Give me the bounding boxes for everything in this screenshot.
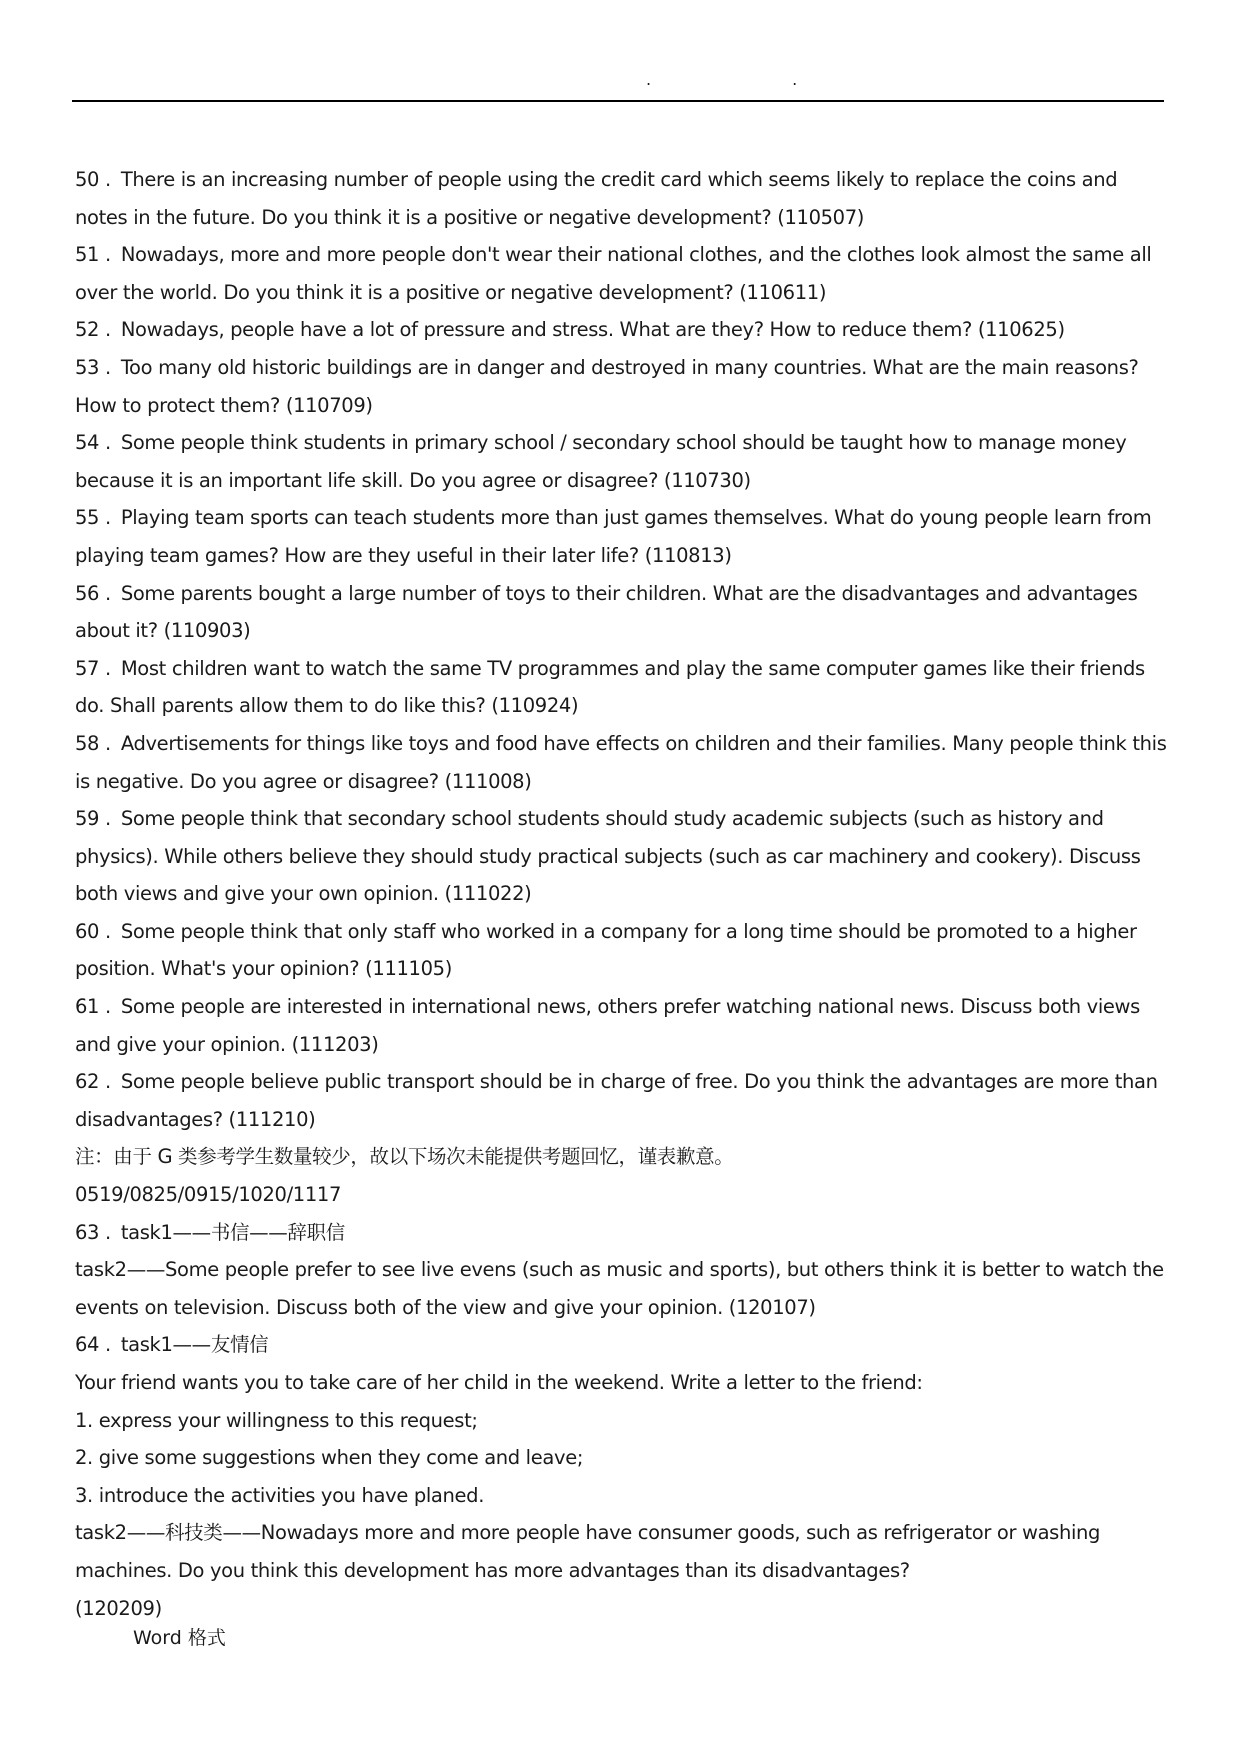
question-number: 55 . <box>75 506 111 530</box>
question-item-63-task2: task2——Some people prefer to see live evens (such as music and sports), but others think it is better to watch the events on television. Discuss both of the view and give your opinion. (120107) <box>75 1258 1164 1319</box>
question-item-63-task1 <box>75 1214 1167 1252</box>
question-number: 54 . <box>75 431 111 455</box>
document-body <box>75 161 1167 1627</box>
question-number: 64 . <box>75 1333 111 1357</box>
question-text: Some people are interested in international news, others prefer watching national news. Discuss both views and give your opinion. (111203) <box>75 995 1140 1056</box>
session-dates: 0519/0825/0915/1020/1117 <box>75 1183 342 1207</box>
question-item-53 <box>75 349 1167 424</box>
question-number: 52 . <box>75 318 111 342</box>
question-text: Too many old historic buildings are in danger and destroyed in many countries. What are the main reasons? How to protect them? (110709) <box>75 355 1139 417</box>
question-code: (120209) <box>75 1596 162 1620</box>
question-item-61 <box>75 988 1167 1063</box>
question-text: Some parents bought a large number of toys to their children. What are the disadvantages and advantages about it? (110903) <box>75 581 1138 643</box>
question-number: 51 . <box>75 243 111 267</box>
question-item-62 <box>75 1063 1167 1138</box>
task1-text: task1——书信——辞职信 <box>120 1220 345 1244</box>
question-text: Most children want to watch the same TV programmes and play the same computer games like their friends do. Shall parents allow them to do like this? (110924) <box>75 656 1145 718</box>
letter-point: 1. express your willingness to this request; <box>75 1408 478 1432</box>
question-item-57 <box>75 650 1167 725</box>
question-item-52 <box>75 311 1167 349</box>
page-header <box>72 66 1164 102</box>
question-number: 63 . <box>75 1220 111 1244</box>
header-dots: . . <box>646 70 866 89</box>
letter-point: 3. introduce the activities you have planed. <box>75 1483 485 1507</box>
letter-intro: Your friend wants you to take care of her child in the weekend. Write a letter to the friend: <box>75 1371 923 1394</box>
question-number: 57 . <box>75 656 111 680</box>
question-item-50 <box>75 161 1167 236</box>
question-text: There is an increasing number of people using the credit card which seems likely to replace the coins and notes in the future. Do you think it is a positive or negative development? (110507) <box>75 168 1118 229</box>
question-item-64-task2: task2——科技类——Nowadays more and more people have consumer goods, such as refrigerator or washing machines. Do you think this development has more advantages than its disadvantages? <box>75 1521 1101 1582</box>
question-text: Some people think students in primary school / secondary school should be taught how to manage money because it is an important life skill. Do you agree or disagree? (110730) <box>75 431 1127 492</box>
question-number: 60 . <box>75 919 111 943</box>
page-footer: Word 格式 <box>133 1627 226 1649</box>
question-item-51 <box>75 236 1167 311</box>
note-text: 注：由于 G 类参考学生数量较少，故以下场次未能提供考题回忆，谨表歉意。 <box>75 1145 734 1169</box>
question-number: 62 . <box>75 1070 111 1094</box>
task1-text: task1——友情信 <box>120 1333 269 1357</box>
question-item-59 <box>75 800 1167 913</box>
question-item-60 <box>75 913 1167 988</box>
question-number: 58 . <box>75 731 111 755</box>
question-item-64-task1 <box>75 1326 1167 1364</box>
question-number: 56 . <box>75 581 111 605</box>
question-number: 61 . <box>75 995 111 1019</box>
question-text: Some people believe public transport should be in charge of free. Do you think the advantages are more than disadvantages? (111210) <box>75 1070 1158 1131</box>
question-number: 50 . <box>75 168 111 191</box>
question-number: 59 . <box>75 807 111 831</box>
question-item-56 <box>75 575 1167 650</box>
question-text: Advertisements for things like toys and food have effects on children and their families. Many people think this is negative. Do you agree or disagree? (111008) <box>75 731 1167 793</box>
question-text: Some people think that secondary school students should study academic subjects (such as history and physics). While others believe they should study practical subjects (such as car machinery and cookery). Discuss both views and give your own opinion. (111022) <box>75 807 1141 906</box>
question-item-55 <box>75 499 1167 574</box>
question-text: Nowadays, people have a lot of pressure and stress. What are they? How to reduce them? (110625) <box>120 318 1065 342</box>
question-item-58 <box>75 725 1167 800</box>
question-text: Nowadays, more and more people don't wear their national clothes, and the clothes look almost the same all over the world. Do you think it is a positive or negative development? (110611) <box>75 243 1152 304</box>
question-text: Playing team sports can teach students more than just games themselves. What do young people learn from playing team games? How are they useful in their later life? (110813) <box>75 506 1152 567</box>
question-text: Some people think that only staff who worked in a company for a long time should be promoted to a higher position. What's your opinion? (111105) <box>75 919 1137 981</box>
question-number: 53 . <box>75 355 111 379</box>
letter-point: 2. give some suggestions when they come and leave; <box>75 1446 584 1470</box>
question-item-54 <box>75 424 1167 499</box>
